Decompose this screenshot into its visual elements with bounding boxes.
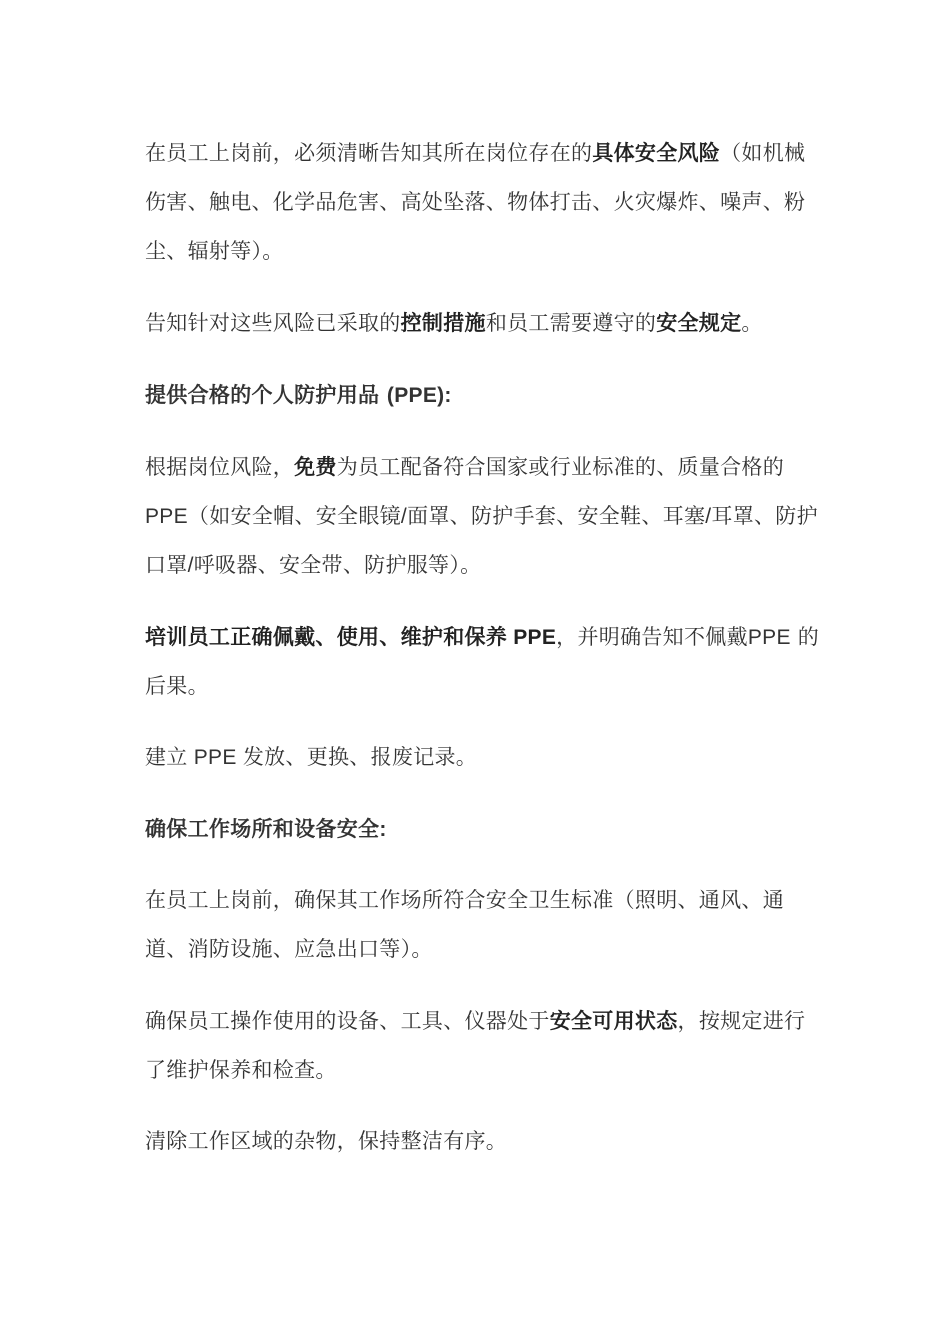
ppe-provision-text-5: 耳罩、防护口罩 [145,504,818,577]
ppe-training-bold: 培训员工正确佩戴、使用、维护和保养 [145,624,508,649]
paragraph-ppe-provision [145,442,825,590]
paragraph-workplace-standards [145,876,825,974]
paragraph-housekeeping [145,1117,825,1166]
ppe-records-abbr: PPE [187,746,243,769]
control-text-1: 告知针对这些风险已采取的 [145,311,401,335]
ppe-provision-text-3: （如安全帽、安全眼镜 [187,504,401,528]
control-measures-bold: 控制措施 [400,310,486,335]
heading-ppe-text: 提供合格的个人防护用品 [145,382,387,407]
workplace-standards-text: 在员工上岗前，确保其工作场所符合安全卫生标准（照明、通风、通道、消防设施、应急出口等）。 [145,888,784,961]
paragraph-ppe-records [145,733,825,782]
ppe-abbr-1: PPE [145,505,188,528]
paragraph-ppe-training [145,612,825,711]
risk-notice-examples: （如机械伤害、触电、化学品危害、高处坠落、物体打击、火灾爆炸、噪声、粉尘、辐射等）。 [145,141,806,263]
paragraph-equipment-safety [145,996,825,1095]
ppe-provision-text-6: 呼吸器、安全带、防护服等）。 [193,553,482,577]
safety-rules-bold: 安全规定 [656,310,742,335]
ppe-training-text-2: 的后果。 [145,625,820,698]
equipment-text-1: 确保员工操作使用的设备、工具、仪器处于 [145,1009,550,1033]
ppe-provision-text-1: 根据岗位风险， [145,455,295,479]
safe-state-bold: 安全可用状态 [549,1008,678,1033]
heading-ppe [145,370,825,420]
risk-notice-text: 在员工上岗前，必须清晰告知其所在岗位存在的 [145,141,593,165]
slash-3: / [187,554,194,577]
heading-workplace-text: 确保工作场所和设备安全 [145,816,380,841]
control-text-3: 。 [741,311,763,335]
control-text-2: 和员工需要遵守的 [485,311,657,335]
paragraph-control-measures [145,298,825,348]
ppe-provision-text-4: 面罩、防护手套、安全鞋、耳塞 [407,504,706,528]
ppe-records-text-1: 建立 [145,745,188,769]
equipment-text-2: ，按规定进行了维护保养和检查。 [145,1009,806,1082]
ppe-records-text-2: 发放、更换、报废记录。 [242,745,478,769]
heading-workplace-colon: : [379,818,387,841]
ppe-training-abbr-2: PPE [747,626,791,649]
ppe-provision-text-2: 为员工配备符合国家或行业标准的、质量合格的 [336,455,785,479]
housekeeping-text: 清除工作区域的杂物，保持整洁有序。 [145,1129,508,1153]
heading-ppe-abbr: (PPE): [386,384,452,407]
ppe-training-text-1: ，并明确告知不佩戴 [556,625,748,649]
free-bold: 免费 [294,454,337,479]
slash-1: / [400,505,408,528]
ppe-training-abbr: PPE [507,626,557,649]
risk-notice-bold: 具体安全风险 [592,140,721,165]
document-body [145,128,825,1188]
slash-2: / [705,505,712,528]
heading-workplace-safety [145,804,825,854]
paragraph-risk-notice [145,128,825,276]
